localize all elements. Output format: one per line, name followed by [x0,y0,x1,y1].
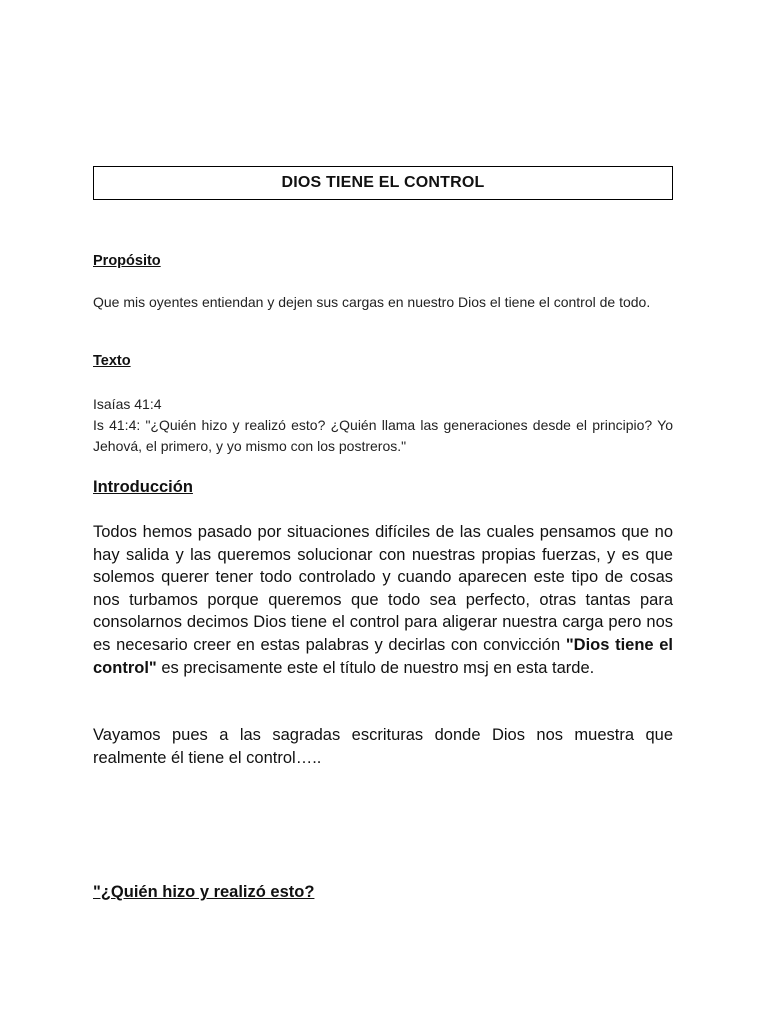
document-title: DIOS TIENE EL CONTROL [281,174,485,191]
introduccion-paragraph-1 [93,521,673,679]
intro-p1-text: Todos hemos pasado por situaciones difíciles de las cuales pensamos que no hay salida y las queremos solucionar con nuestras propias fuerzas, y es que solemos querer tener todo controlado y cuando aparecen este tipo de cosas nos turbamos porque queremos que todo sea perfecto, otras tantas para consolarnos decimos Dios tiene el control para aligerar nuestra carga pero nos es necesario creer en estas palabras y decirlas con convicción [93,523,673,654]
proposito-text: Que mis oyentes entiendan y dejen sus cargas en nuestro Dios el tiene el control de todo. [93,294,651,310]
scripture-reference: Isaías 41:4 [93,396,162,412]
intro-p1-text-end: es precisamente este el título de nuestro msj en esta tarde. [156,658,595,677]
section-heading-quien-hizo: "¿Quién hizo y realizó esto? [93,883,315,901]
scripture-verse: Is 41:4: "¿Quién hizo y realizó esto? ¿Quién llama las generaciones desde el principio? Yo Jehová, el primero, y yo mismo con los postreros." [93,417,673,454]
proposito-heading: Propósito [93,253,161,269]
introduccion-heading: Introducción [93,478,193,496]
title-box [93,166,673,200]
texto-heading: Texto [93,353,131,369]
intro-p1-emphasis: "Dios tiene el control" [93,635,674,677]
introduccion-paragraph-2: Vayamos pues a las sagradas escrituras donde Dios nos muestra que realmente él tiene el control….. [93,726,673,767]
